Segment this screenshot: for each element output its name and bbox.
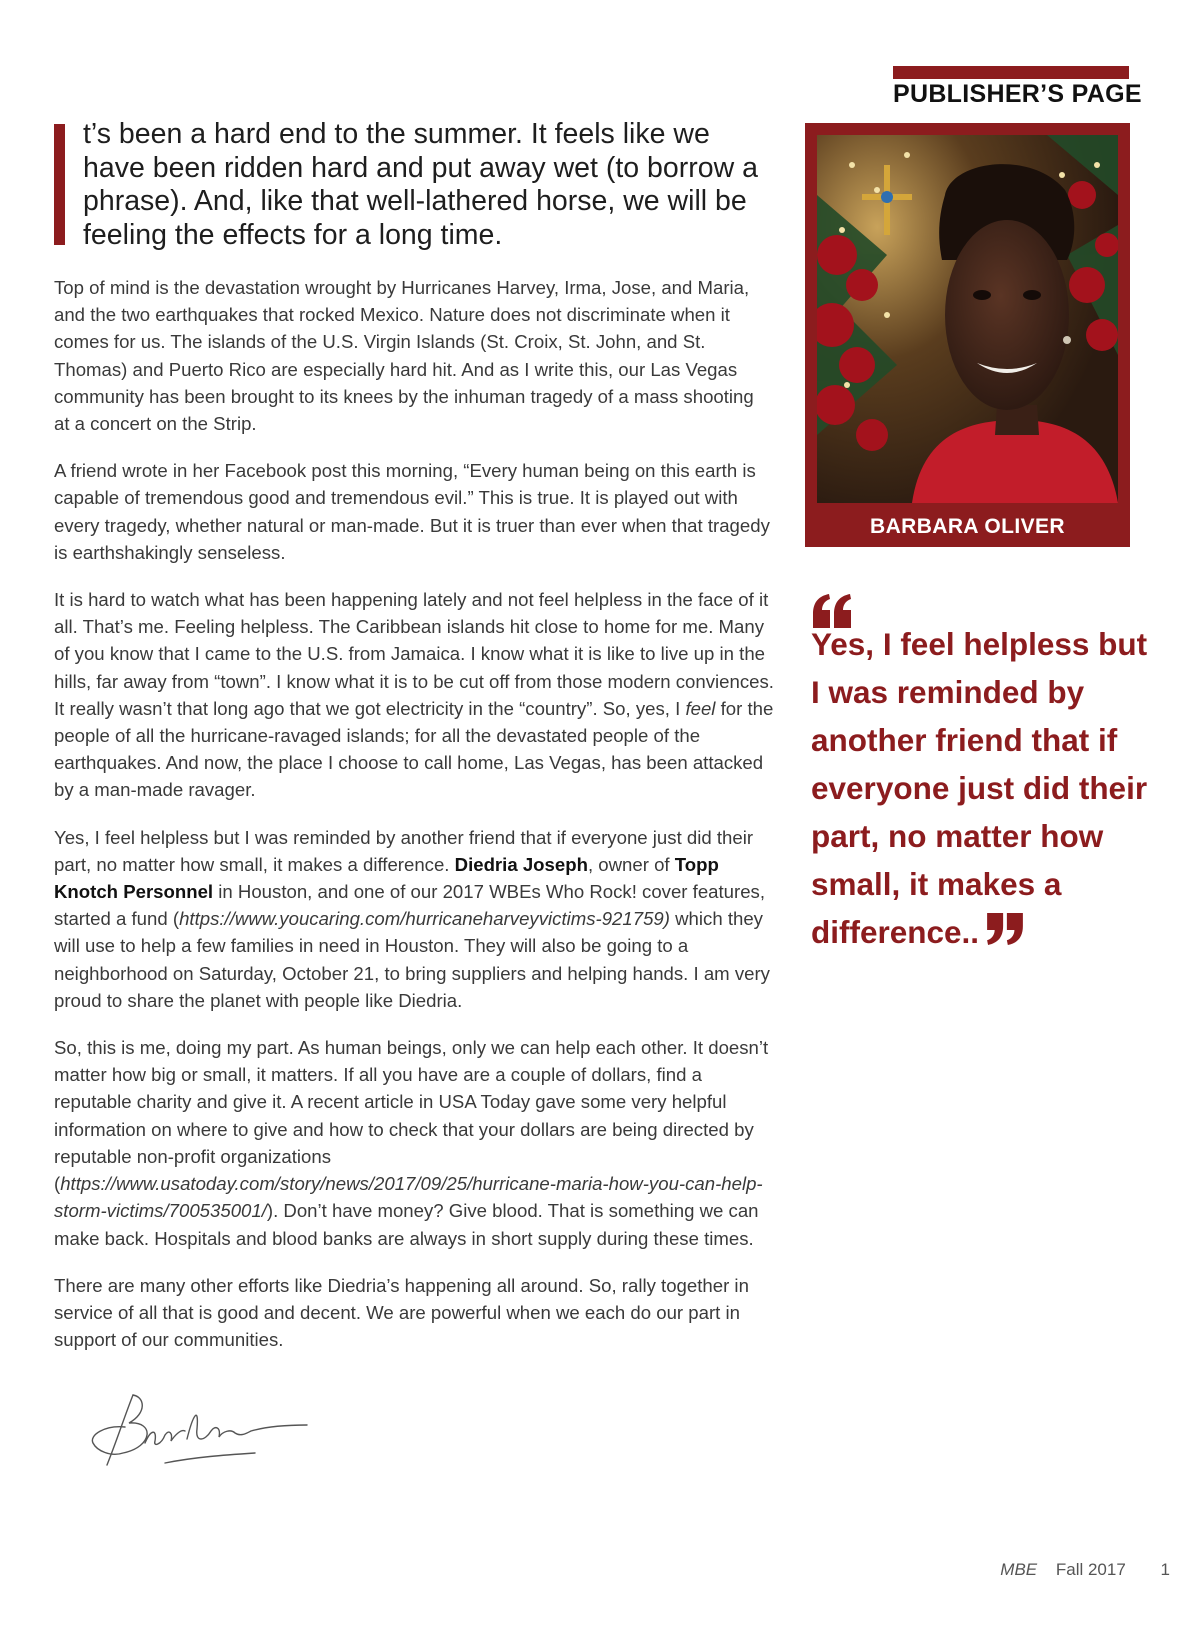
photo-caption: BARBARA OLIVER — [870, 515, 1065, 538]
author-photo — [817, 135, 1118, 503]
close-quote-icon — [985, 913, 1025, 945]
article-body — [54, 274, 774, 1373]
issue-label: Fall 2017 — [1055, 1560, 1126, 1579]
section-title: PUBLISHER’S PAGE — [893, 80, 1142, 108]
fund-link[interactable]: https://www.youcaring.com/hurricaneharveyvictims-921759) — [179, 908, 670, 930]
lead-paragraph: t’s been a hard end to the summer. It feels like we have been ridden hard and put away wet (to borrow a phrase). And, like that well-lathered horse, we will be feeling the effects for a long time. — [83, 118, 758, 251]
body-paragraph-3: It is hard to watch what has been happening lately and not feel helpless in the face of it all. That’s me. Feeling helpless. The Caribbean islands hit close to home for me. Many of you know that I came to the U.S. from Jamaica. I know what it is like to live up in the hills, far away from “town”. I know what it is to be cut off from those modern conviences. It really wasn’t that long ago that we got electricity in the “country”. So, yes, I feel for the people of all the hurricane-ravaged islands; for all the devastated people of the earthquakes. And now, the place I choose to call home, Las Vegas, has been attacked by a man-made ravager. — [54, 589, 774, 801]
header-accent-bar — [893, 66, 1129, 79]
body-paragraph-5: So, this is me, doing my part. As human beings, only we can help each other. It doesn’t matter how big or small, it matters. If all you have are a couple of dollars, find a reputable charity and give it. A recent article in USA Today gave some very helpful information on where to give and how to check that your dollars are being directed by reputable non-profit organizations (https://www.usatoday.com/story/news/2017/09/25/hurricane-maria-how-you-can-help-storm-victims/700535001/). Don’t have money? Give blood. That is something we can make back. Hospitals and blood banks are always in short supply during these times. — [54, 1037, 769, 1249]
signature — [85, 1385, 315, 1475]
company-name: Topp Knotch Personnel — [54, 853, 719, 903]
author-photo-frame — [805, 123, 1130, 547]
page-footer — [1000, 1560, 1170, 1580]
body-paragraph-1: Top of mind is the devastation wrought by Hurricanes Harvey, Irma, Jose, and Maria, and the two earthquakes that rocked Mexico. Nature does not discriminate when it comes for us. The islands of the U.S. Virgin Islands (St. Croix, St. John, and St. Thomas) and Puerto Rico are especially hard hit. And as I write this, our Las Vegas community has been brought to its knees by the inhuman tragedy of a mass shooting at a concert on the Strip. — [54, 277, 754, 435]
publication-name: MBE — [1000, 1560, 1038, 1579]
pull-quote — [811, 620, 1161, 956]
body-paragraph-4: Yes, I feel helpless but I was reminded by another friend that if everyone just did their part, no matter how small, it makes a difference. Diedria Joseph, owner of Topp Knotch Personnel in Houston, and one of our 2017 WBEs Who Rock! cover features, started a fund (https://www.youcaring.com/hurricaneharveyvictims-921759) which they will use to help a few families in need in Houston. They will also be going to a neighborhood on Saturday, October 21, to bring suppliers and helping hands. I am very proud to share the planet with people like Diedria. — [54, 826, 770, 1011]
body-paragraph-6: There are many other efforts like Diedria’s happening all around. So, rally together in service of all that is good and decent. We are powerful when we each do our part in support of our communities. — [54, 1274, 749, 1351]
lead-drop-bar — [54, 124, 65, 245]
article-link[interactable]: https://www.usatoday.com/story/news/2017/09/25/hurricane-maria-how-you-can-help-storm-victims/700535001/ — [54, 1173, 763, 1222]
pull-quote-text: Yes, I feel helpless but I was reminded by another friend that if everyone just did their part, no matter how small, it makes a difference.. — [811, 626, 1148, 950]
emphasis-feel: feel — [685, 697, 716, 719]
person-name: Diedria Joseph — [454, 853, 588, 875]
body-paragraph-2: A friend wrote in her Facebook post this morning, “Every human being on this earth is capable of tremendous good and tremendous evil.” This is true. It is played out with every tragedy, whether natural or man-made. But it is truer than ever when that tragedy is earthshakingly senseless. — [54, 460, 770, 563]
page-number: 1 — [1160, 1560, 1170, 1579]
